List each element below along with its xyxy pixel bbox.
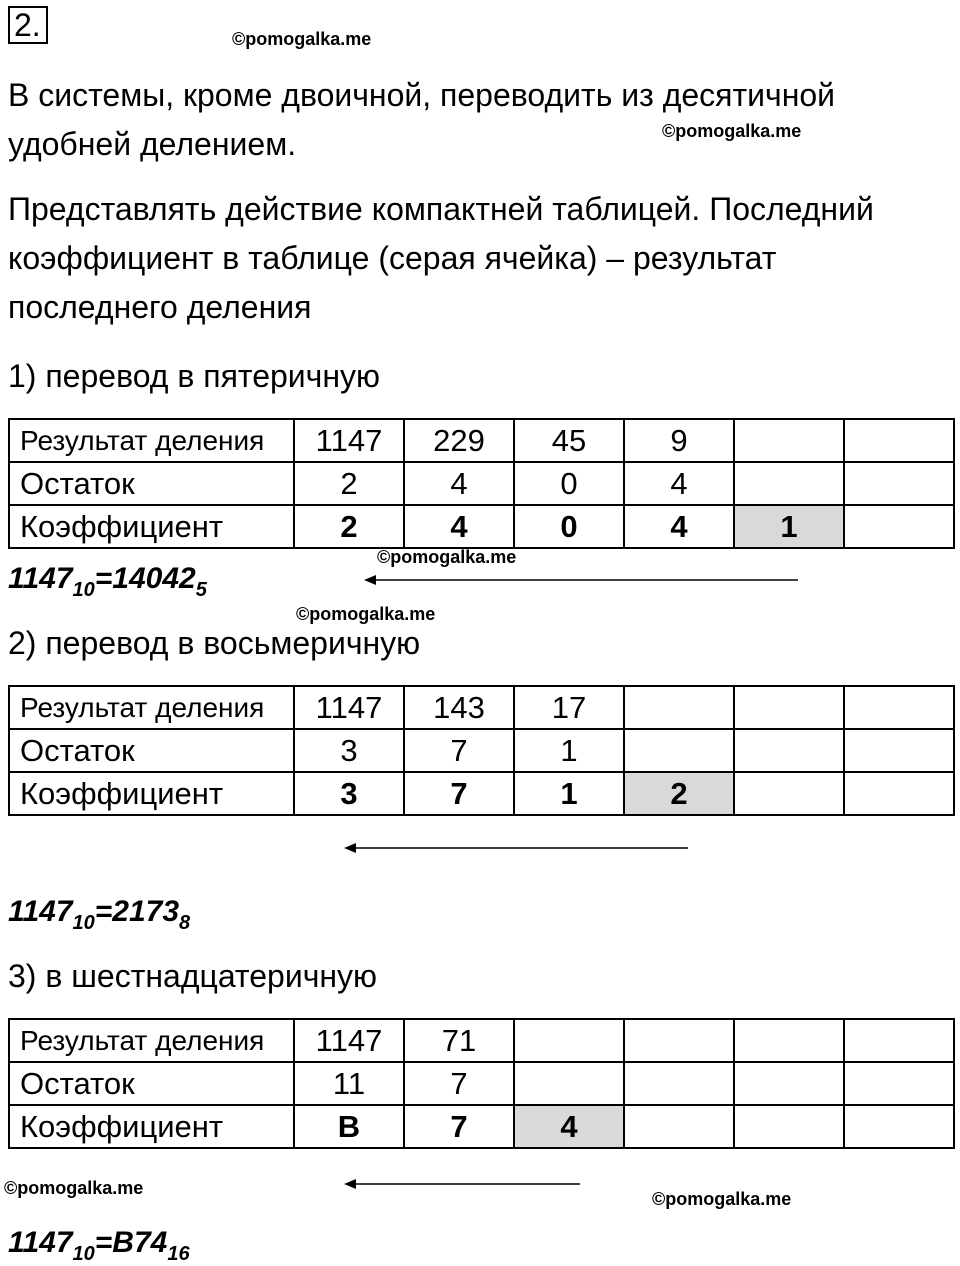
row-label: Результат деления: [9, 1019, 294, 1062]
coefficient-cell: 0: [514, 505, 624, 548]
table-cell: [734, 1019, 844, 1062]
table-cell: [514, 1019, 624, 1062]
table-cell: 4: [624, 462, 734, 505]
table-cell: [624, 729, 734, 772]
task-number: 2.: [8, 6, 48, 44]
table-cell: [624, 686, 734, 729]
coefficient-cell: [624, 1105, 734, 1148]
result-base-from: 10: [72, 912, 95, 934]
coefficient-cell: [844, 772, 954, 815]
table-cell: [624, 1062, 734, 1105]
row-label: Остаток: [9, 1062, 294, 1105]
table-cell: 229: [404, 419, 514, 462]
quotient-row: [9, 1019, 954, 1062]
coefficient-cell: 7: [404, 772, 514, 815]
table-cell: [734, 419, 844, 462]
remainder-row: [9, 1062, 954, 1105]
conversion-result: [8, 562, 207, 602]
table-cell: 143: [404, 686, 514, 729]
section-heading: 3) в шестнадцатеричную: [8, 958, 378, 994]
table-cell: [844, 686, 954, 729]
watermark: ©pomogalka.me: [232, 29, 372, 49]
intro-line-1: В системы, кроме двоичной, переводить из десятичной: [8, 77, 836, 113]
division-table-base8: [8, 685, 955, 816]
table-cell: 17: [514, 686, 624, 729]
coefficient-cell: B: [294, 1105, 404, 1148]
table-cell: 11: [294, 1062, 404, 1105]
last-quotient-cell: 1: [734, 505, 844, 548]
coefficient-cell: [734, 1105, 844, 1148]
table-cell: 71: [404, 1019, 514, 1062]
result-equals: =: [94, 562, 113, 595]
table-cell: [734, 686, 844, 729]
section-heading: 2) перевод в восьмеричную: [8, 625, 421, 661]
coefficient-cell: 7: [404, 1105, 514, 1148]
result-value: 14042: [112, 562, 196, 595]
last-quotient-cell: 2: [624, 772, 734, 815]
conversion-result: [8, 1226, 190, 1266]
row-label: Результат деления: [9, 686, 294, 729]
explanation-line-3: последнего деления: [8, 289, 312, 325]
remainder-row: [9, 729, 954, 772]
coefficient-row: [9, 772, 954, 815]
coefficient-row: [9, 1105, 954, 1148]
result-base-to: 16: [167, 1243, 190, 1265]
table-cell: [734, 462, 844, 505]
table-cell: 1147: [294, 1019, 404, 1062]
result-base-from: 10: [72, 1243, 95, 1265]
row-label: Остаток: [9, 462, 294, 505]
watermark: ©pomogalka.me: [296, 604, 436, 624]
row-label: Остаток: [9, 729, 294, 772]
read-direction-arrow: [344, 1176, 582, 1192]
read-direction-arrow: [364, 572, 800, 588]
watermark: ©pomogalka.me: [662, 121, 802, 141]
coefficient-cell: 1: [514, 772, 624, 815]
watermark: ©pomogalka.me: [4, 1178, 144, 1198]
intro-line-2: удобней делением.: [8, 126, 297, 162]
table-cell: 2: [294, 462, 404, 505]
division-table-base5: [8, 418, 955, 549]
last-quotient-cell: 4: [514, 1105, 624, 1148]
coefficient-cell: [734, 772, 844, 815]
read-direction-arrow: [344, 840, 690, 856]
division-table-base16: [8, 1018, 955, 1149]
table-cell: 7: [404, 729, 514, 772]
table-cell: 3: [294, 729, 404, 772]
result-number: 1147: [8, 895, 73, 928]
watermark: ©pomogalka.me: [377, 547, 517, 567]
result-base-to: 8: [179, 912, 191, 934]
coefficient-row: [9, 505, 954, 548]
table-cell: 1147: [294, 686, 404, 729]
table-cell: [514, 1062, 624, 1105]
row-label: Коэффициент: [9, 772, 294, 815]
quotient-row: [9, 686, 954, 729]
coefficient-cell: 2: [294, 505, 404, 548]
remainder-row: [9, 462, 954, 505]
explanation-line-2: коэффициент в таблице (серая ячейка) – результат: [8, 240, 777, 276]
result-number: 1147: [8, 1226, 73, 1259]
coefficient-cell: 4: [404, 505, 514, 548]
explanation-line-1: Представлять действие компактней таблицей. Последний: [8, 191, 874, 227]
table-cell: [844, 1019, 954, 1062]
result-number: 1147: [8, 562, 73, 595]
table-cell: 0: [514, 462, 624, 505]
table-cell: 7: [404, 1062, 514, 1105]
row-label: Результат деления: [9, 419, 294, 462]
table-cell: [734, 729, 844, 772]
section-heading: 1) перевод в пятеричную: [8, 358, 381, 394]
result-value: 2173: [112, 895, 180, 928]
result-equals: =: [94, 895, 113, 928]
result-base-to: 5: [195, 579, 207, 601]
coefficient-cell: [844, 1105, 954, 1148]
table-cell: [844, 729, 954, 772]
table-cell: [844, 419, 954, 462]
quotient-row: [9, 419, 954, 462]
table-cell: [734, 1062, 844, 1105]
row-label: Коэффициент: [9, 1105, 294, 1148]
watermark: ©pomogalka.me: [652, 1189, 792, 1209]
table-cell: 45: [514, 419, 624, 462]
result-base-from: 10: [72, 579, 95, 601]
table-cell: [844, 1062, 954, 1105]
coefficient-cell: 4: [624, 505, 734, 548]
table-cell: 1147: [294, 419, 404, 462]
coefficient-cell: 3: [294, 772, 404, 815]
conversion-result: [8, 895, 190, 935]
table-cell: 4: [404, 462, 514, 505]
result-value: B74: [112, 1226, 168, 1259]
result-equals: =: [94, 1226, 113, 1259]
coefficient-cell: [844, 505, 954, 548]
table-cell: [624, 1019, 734, 1062]
table-cell: 1: [514, 729, 624, 772]
row-label: Коэффициент: [9, 505, 294, 548]
table-cell: 9: [624, 419, 734, 462]
table-cell: [844, 462, 954, 505]
